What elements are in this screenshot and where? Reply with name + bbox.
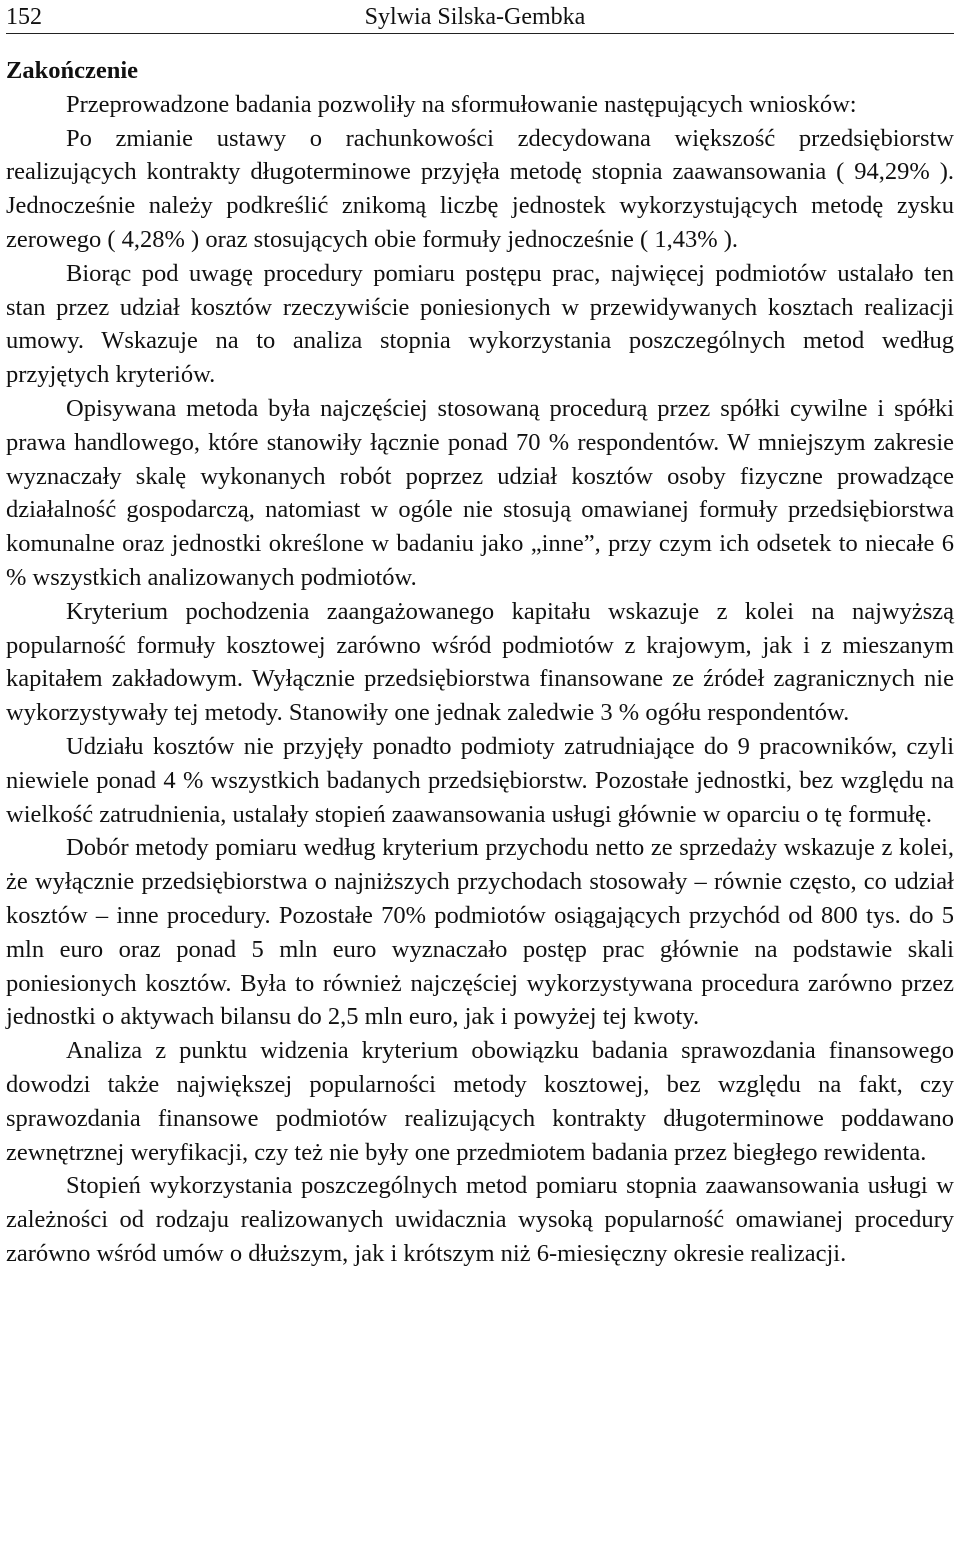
page-number: 152	[6, 4, 42, 30]
paragraph: Stopień wykorzystania poszczególnych metod pomiaru stopnia zaawansowania usługi w zależności od rodzaju realizowanych uwidacznia wysoką popularność omawianej procedury zarówno wśród umów o dłuższym, jak i krótszym niż 6-miesięczny okresie realizacji.	[6, 1172, 954, 1267]
paragraph: Dobór metody pomiaru według kryterium przychodu netto ze sprzedaży wskazuje z kolei, że wyłącznie przedsiębiorstwa o najniższych przychodach stosowały – równie często, co udział kosztów – inne procedury. Pozostałe 70% podmiotów osiągających przychód od 800 tys. do 5 mln euro oraz ponad 5 mln euro wyznaczało postęp prac głównie na podstawie skali poniesionych kosztów. Była to również najczęściej wykorzystywana procedura zarówno przez jednostki o aktywach bilansu do 2,5 mln euro, jak i powyżej tej kwoty.	[6, 834, 954, 1031]
paragraph: Biorąc pod uwagę procedury pomiaru postępu prac, najwięcej podmiotów ustalało ten stan przez udział kosztów rzeczywiście poniesionych w przewidywanych kosztach realizacji umowy. Wskazuje na to analiza stopnia wykorzystania poszczególnych metod według przyjętych kryteriów.	[6, 259, 954, 389]
body-text	[6, 88, 954, 1271]
section-title: Zakończenie	[6, 57, 139, 84]
document-page	[6, 0, 954, 1271]
paragraph: Przeprowadzone badania pozwoliły na sformułowanie następujących wniosków:	[66, 90, 857, 118]
author-name: Sylwia Silska-Gembka	[364, 4, 586, 30]
paragraph: Udziału kosztów nie przyjęły ponadto podmioty zatrudniające do 9 pracowników, czyli niewiele ponad 4 % wszystkich badanych przedsiębiorstw. Pozostałe jednostki, bez względu na wielkość zatrudnienia, ustalały stopień zaawansowania usługi głównie w oparciu o tę formułę.	[6, 732, 954, 828]
paragraph: Analiza z punktu widzenia kryterium obowiązku badania sprawozdania finansowego dowodzi także największej popularności metody kosztowej, bez względu na fakt, czy sprawozdania finansowe podmiotów realizujących kontrakty długoterminowe poddawano zewnętrznej weryfikacji, czy też nie były one przedmiotem badania przez biegłego rewidenta.	[6, 1037, 954, 1166]
paragraph: Opisywana metoda była najczęściej stosowaną procedurą przez spółki cywilne i spółki prawa handlowego, które stanowiły łącznie ponad 70 % respondentów. W mniejszym zakresie wyznaczały skalę wykonanych robót poprzez udział kosztów osoby fizyczne prowadzące działalność gospodarczą, natomiast w ogóle nie stosują omawianej formuły przedsiębiorstwa komunalne oraz jednostki określone w badaniu jako „inne”, przy czym ich odsetek to niecałe 6 % wszystkich analizowanych podmiotów.	[6, 394, 954, 591]
paragraph: Kryterium pochodzenia zaangażowanego kapitału wskazuje z kolei na najwyższą popularność formuły kosztowej zarówno wśród podmiotów z krajowym, jak i z mieszanym kapitałem zakładowym. Wyłącznie przedsiębiorstwa finansowane ze źródeł zagranicznych nie wykorzystywały tej metody. Stanowiły one jednak zaledwie 3 % ogółu respondentów.	[6, 597, 954, 727]
running-header	[6, 0, 954, 34]
paragraph: Po zmianie ustawy o rachunkowości zdecydowana większość przedsiębiorstw realizujących kontrakty długoterminowe przyjęła metodę stopnia zaawansowania ( 94,29% ). Jednocześnie należy podkreślić znikomą liczbę jednostek wykorzystujących metodę zysku zerowego ( 4,28% ) oraz stosujących obie formuły jednocześnie ( 1,43% ).	[6, 124, 954, 253]
